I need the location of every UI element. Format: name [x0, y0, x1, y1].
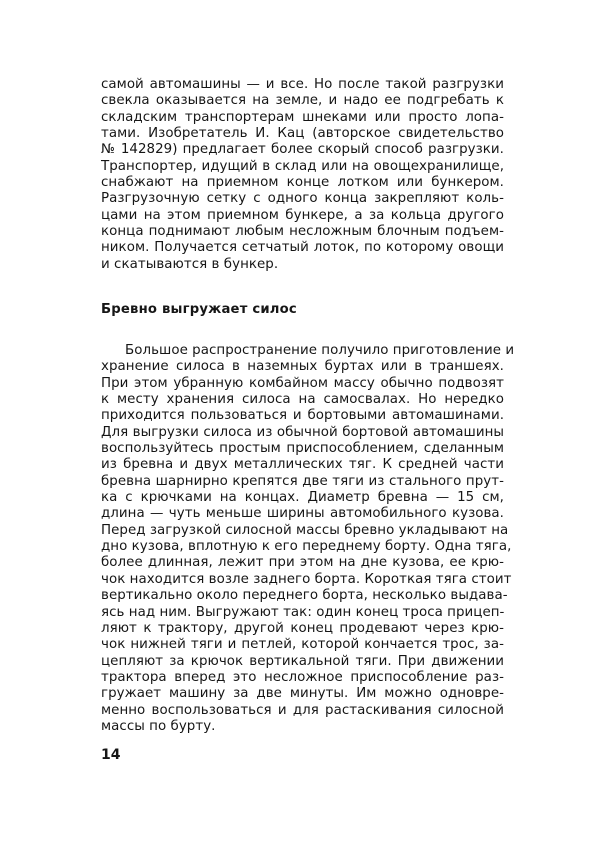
page-number: 14 [101, 747, 121, 763]
text-line: Транспортер, идущий в склад или на овощехранилище, [101, 158, 504, 174]
text-line: более длинная, лежит при этом на дне кузова, ее крю- [101, 555, 504, 571]
text-line: ка с крючками на концах. Диаметр бревна — 15 см, [101, 490, 504, 506]
text-line: снабжают на приемном конце лотком или бункером. [101, 175, 504, 191]
text-line: самой автомашины — и все. Но после такой разгрузки [101, 77, 504, 92]
text-line: При этом убранную комбайном массу обычно подвозят [101, 375, 504, 391]
text-line: воспользуйтесь простым приспособлением, сделанным [101, 441, 504, 457]
text-line: ником. Получается сетчатый лоток, по которому овощи [101, 240, 504, 256]
text-line: хранение силоса в наземных буртах или в траншеях. [101, 359, 504, 375]
text-line: цами на этом приемном бункере, а за кольца другого [101, 207, 504, 223]
text-line: бревна шарнирно крепятся две тяги из стального прут- [101, 473, 504, 489]
text-line: Перед загрузкой силосной массы бревно укладывают на [101, 522, 509, 538]
text-line: вертикально около переднего борта, несколько выдава- [101, 588, 508, 604]
paragraph-continuation [101, 77, 504, 273]
text-line: Для выгрузки силоса из обычной бортовой автомашины [101, 424, 504, 440]
text-line: и скатываются в бункер. [101, 256, 279, 272]
text-line: тами. Изобретатель И. Кац (авторское свидетельство [101, 126, 504, 142]
text-line: Разгрузочную сетку с одного конца закрепляют коль- [101, 191, 504, 207]
text-line: цепляют за крючок вертикальной тяги. При движении [101, 653, 504, 669]
text-line: чок нижней тяги и петлей, которой кончается трос, за- [101, 637, 504, 653]
text-line: Большое распространение получило приготовление и [125, 343, 515, 358]
text-line: к месту хранения силоса на самосвалах. Но нередко [101, 392, 504, 408]
text-line: ляют к трактору, другой конец продевают через крю- [101, 620, 504, 636]
text-line: длина — чуть меньше ширины автомобильного кузова. [101, 506, 504, 522]
text-line: из бревна и двух металлических тяг. К средней части [101, 457, 504, 473]
text-line: ясь над ним. Выгружают так: один конец троса прицеп- [101, 604, 505, 620]
text-line: свекла оказывается на земле, и надо ее подгребать к [101, 93, 504, 109]
text-line: складским транспортерам шнеками или просто лопа- [101, 109, 504, 125]
text-line: чок находится возле заднего борта. Короткая тяга стоит [101, 571, 512, 587]
text-line: приходится пользоваться и бортовыми автомашинами. [101, 408, 504, 424]
text-line: гружает машину за две минуты. Им можно одновре- [101, 686, 504, 702]
text-line: № 142829) предлагает более скорый способ разгрузки. [101, 142, 504, 158]
text-line: менно воспользоваться и для растаскивания силосной [101, 702, 504, 718]
section-heading: Бревно выгружает силос [101, 302, 297, 317]
text-line: массы по бурту. [101, 718, 216, 734]
paragraph-body [101, 343, 515, 735]
text-line: конца поднимают любым несложным блочным подъем- [101, 224, 504, 240]
text-line: трактора вперед это несложное приспособление раз- [101, 669, 504, 685]
text-line: дно кузова, вплотную к его переднему борту. Одна тяга, [101, 539, 512, 555]
